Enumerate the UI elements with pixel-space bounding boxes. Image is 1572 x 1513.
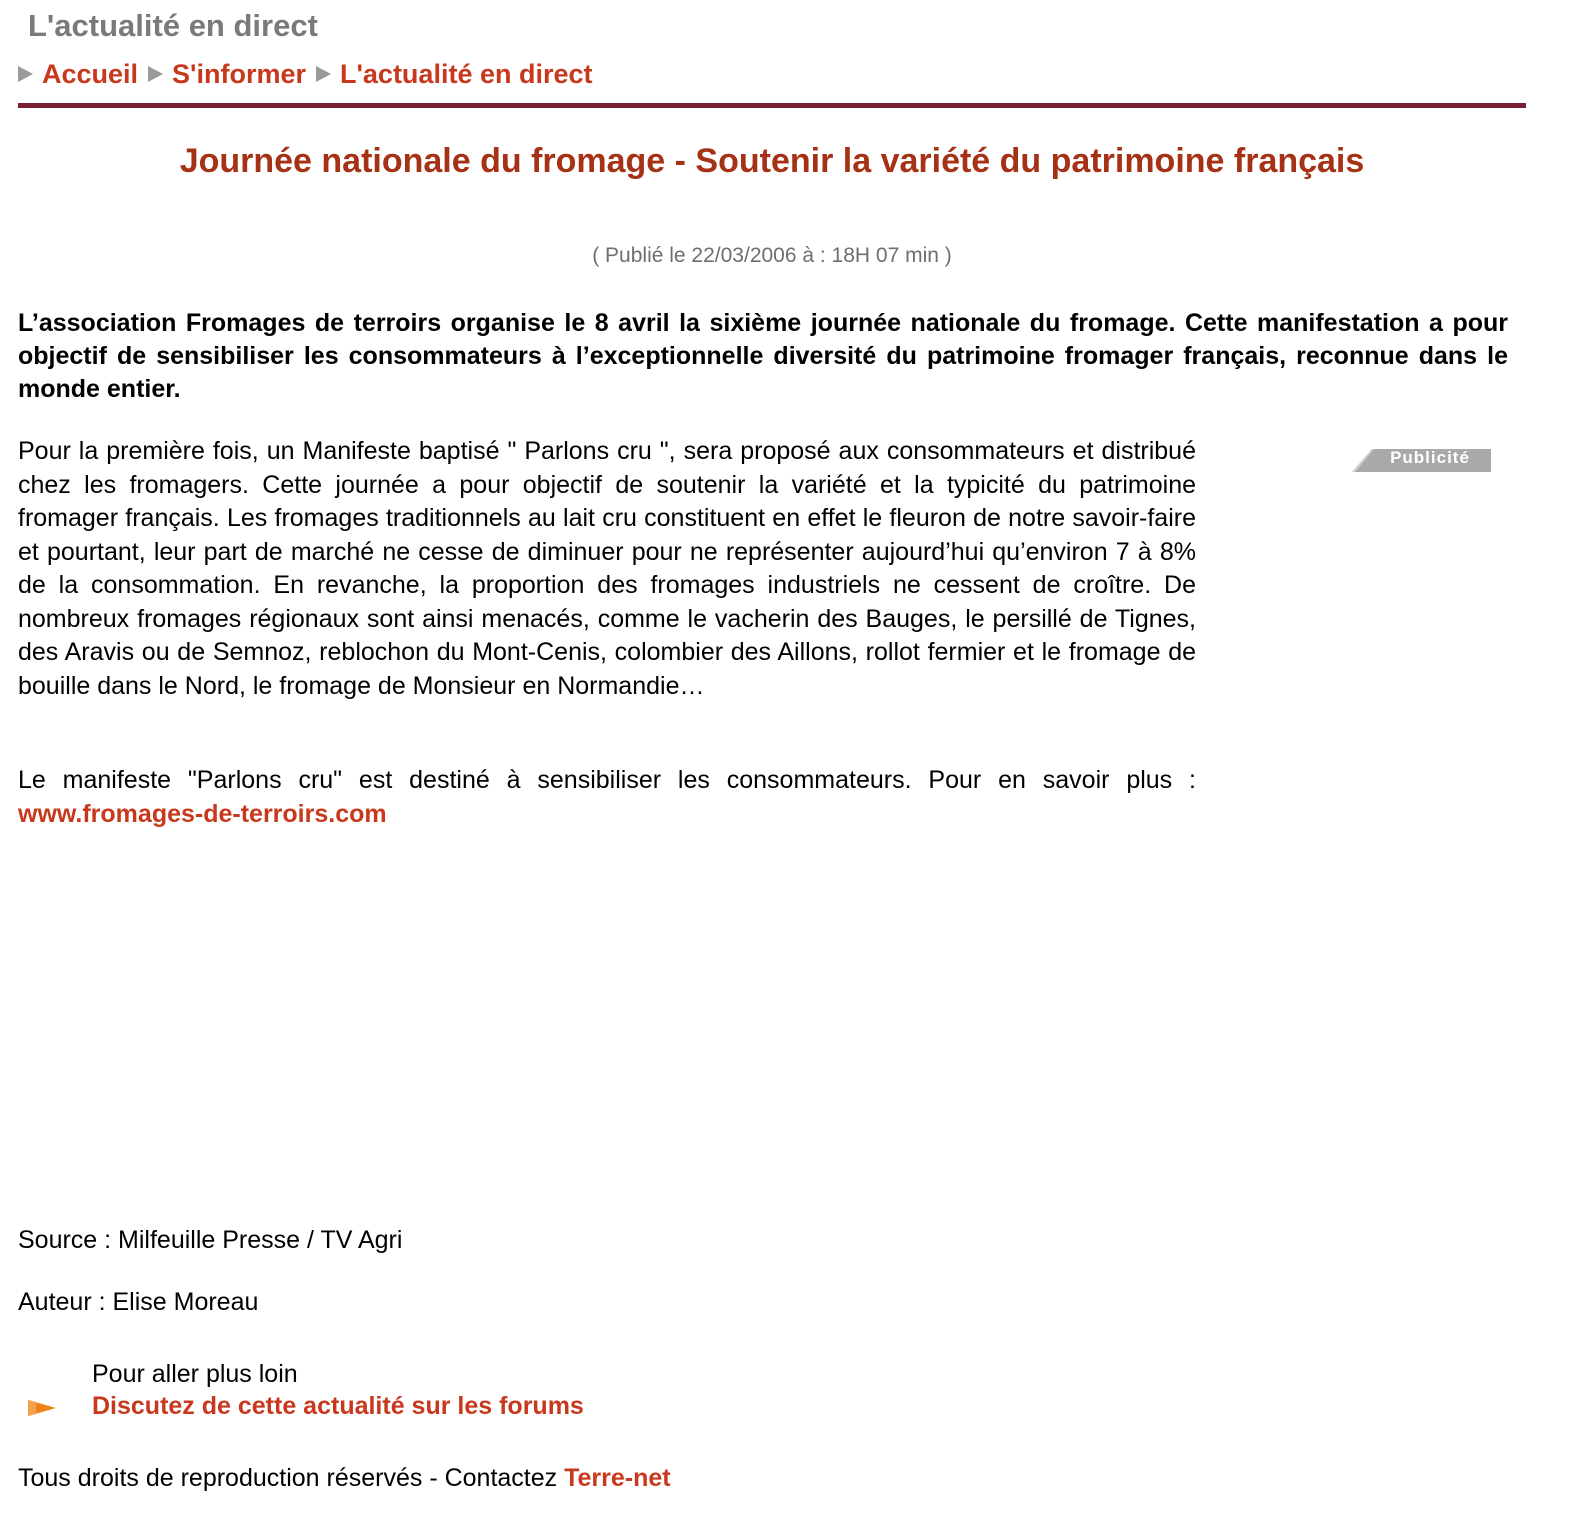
terroirs-website-link[interactable]: www.fromages-de-terroirs.com (18, 799, 387, 828)
advertisement-badge (1352, 446, 1491, 472)
forum-discussion-link[interactable]: Discutez de cette actualité sur les forums (92, 1392, 584, 1420)
terre-net-contact-link[interactable]: Terre-net (564, 1464, 671, 1492)
orange-arrow-icon (28, 1398, 56, 1418)
article-paragraph: Pour la première fois, un Manifeste baptisé " Parlons cru ", sera proposé aux consommateurs et distribué chez les fromagers. Cette journée a pour objectif de soutenir la variété et la typicité du patrimoine fromager français. Les fromages traditionnels au lait cru constituent en effet le fleuron de notre savoir-faire et pourtant, leur part de marché ne cesse de diminuer pour ne représenter aujourd’hui qu’environ 7 à 8% de la consommation. En revanche, la proportion des fromages industriels ne cessent de croître. De nombreux fromages régionaux sont ainsi menacés, comme le vacherin des Bauges, le persillé de Tignes, des Aravis ou de Semnoz, reblochon du Mont-Cenis, colombier des Aillons, rollot fermier et le fromage de bouille dans le Nord, le fromage de Monsieur en Normandie… (18, 437, 1196, 700)
article-lede: L’association Fromages de terroirs organise le 8 avril la sixième journée nationale du fromage. Cette manifestation a pour objectif de sensibiliser les consommateurs à l’exceptionnelle diversité du patrimoine fromager français, reconnue dans le monde entier. (18, 309, 1508, 403)
header-divider (18, 103, 1526, 108)
paragraph-text: Le manifeste "Parlons cru" est destiné à sensibiliser les consommateurs. Pour en savoir plus : (18, 766, 1196, 794)
article-source: Source : Milfeuille Presse / TV Agri (18, 1226, 403, 1254)
advertisement-label: Publicité (1390, 448, 1470, 467)
breadcrumb-arrow-icon (18, 66, 33, 82)
footer-text: Tous droits de reproduction réservés - Contactez (18, 1464, 565, 1492)
breadcrumb-arrow-icon (148, 66, 163, 82)
section-title: L'actualité en direct (28, 8, 318, 43)
breadcrumb-home-link[interactable]: Accueil (42, 58, 139, 89)
further-reading-label: Pour aller plus loin (92, 1360, 298, 1388)
article-author: Auteur : Elise Moreau (18, 1288, 259, 1316)
breadcrumb-actualite-link[interactable]: L'actualité en direct (340, 58, 593, 89)
breadcrumb-arrow-icon (316, 66, 331, 82)
breadcrumb-sinformer-link[interactable]: S'informer (172, 58, 306, 89)
article-paragraph-with-link (18, 764, 1196, 831)
publication-date: ( Publié le 22/03/2006 à : 18H 07 min ) (592, 244, 952, 267)
footer-copyright (18, 1464, 671, 1493)
article-title: Journée nationale du fromage - Soutenir la variété du patrimoine français (179, 142, 1365, 180)
breadcrumb (18, 56, 603, 92)
